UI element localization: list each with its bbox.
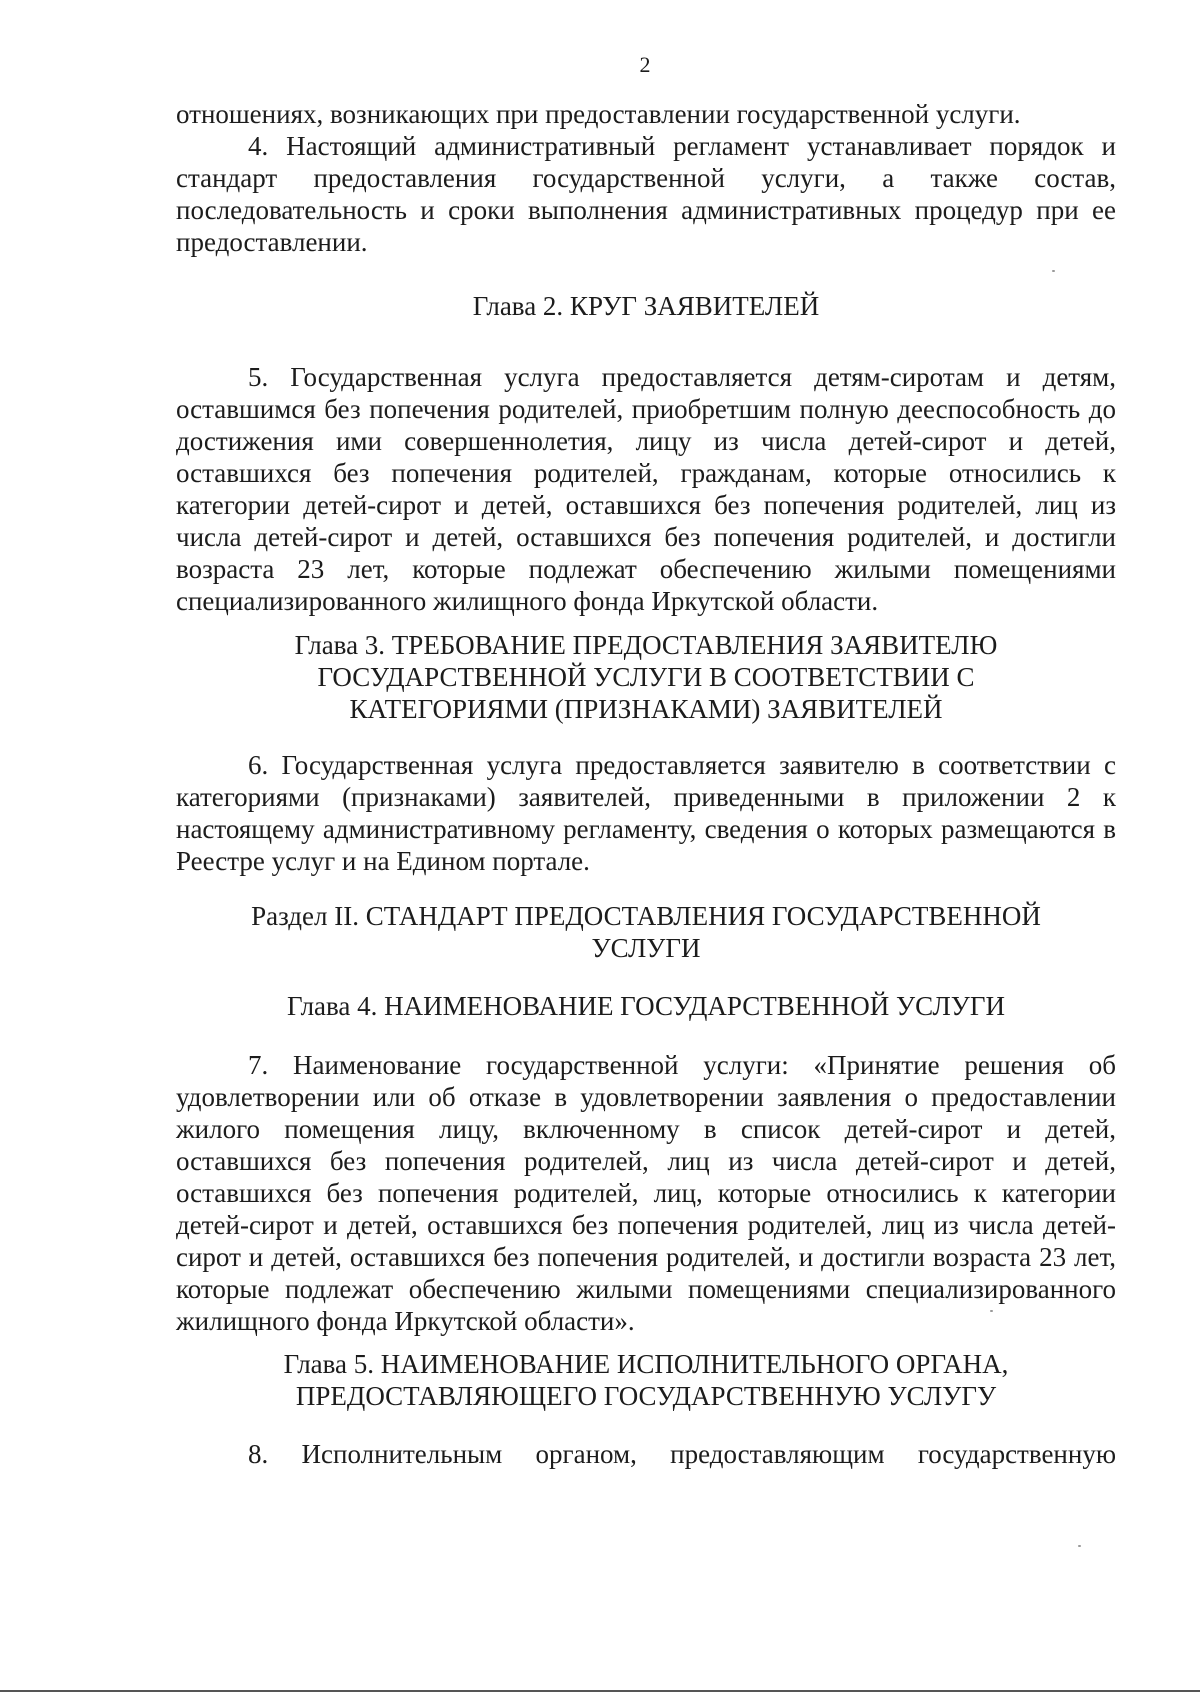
page-number: 2 (639, 52, 651, 77)
chapter-5-heading-line-1: Глава 5. НАИМЕНОВАНИЕ ИСПОЛНИТЕЛЬНОГО ОРГАНА, (283, 1349, 1009, 1379)
paragraph-8-start: 8. Исполнительным органом, предоставляющим государственную (248, 1439, 1116, 1469)
paragraph-5: 5. Государственная услуга предоставляется детям-сиротам и детям, оставшимся без попечения родителей, приобретшим полную дееспособность до достижения ими совершеннолетия, лицу из числа детей-сирот и детей, оставшихся без попечения родителей, гражданам, которые относились к категории детей-сирот и детей, оставшихся без попечения родителей, лиц из числа детей-сирот и детей, оставшихся без попечения родителей, и достигли возраста 23 лет, которые подлежат обеспечению жилыми помещениями специализированного жилищного фонда Иркутской области. (176, 362, 1116, 616)
section-2-heading-line-2: УСЛУГИ (591, 933, 701, 963)
section-2-heading (176, 900, 1116, 964)
chapter-5-heading-line-2: ПРЕДОСТАВЛЯЮЩЕГО ГОСУДАРСТВЕННУЮ УСЛУГУ (295, 1381, 997, 1411)
chapter-4-heading: Глава 4. НАИМЕНОВАНИЕ ГОСУДАРСТВЕННОЙ УСЛУГИ (286, 991, 1005, 1021)
paragraph-4: 4. Настоящий административный регламент устанавливает порядок и стандарт предоставления государственной услуги, а также состав, последовательность и сроки выполнения административных процедур при ее предоставлении. (176, 131, 1116, 257)
scan-bottom-edge (0, 1690, 1200, 1692)
chapter-2-heading: Глава 2. КРУГ ЗАЯВИТЕЛЕЙ (472, 291, 820, 321)
paragraph-7: 7. Наименование государственной услуги: «Принятие решения об удовлетворении или об отказе в удовлетворении заявления о предоставлении жилого помещения лицу, включенному в список детей-сирот и детей, оставшихся без попечения родителей, лиц из числа детей-сирот и детей, оставшихся без попечения родителей, лиц, которые относились к категории детей-сирот и детей, оставшихся без попечения родителей, лиц из числа детей-сирот и детей, оставшихся без попечения родителей, и достигли возраста 23 лет, которые подлежат обеспечению жилыми помещениями специализированного жилищного фонда Иркутской области». (176, 1050, 1116, 1336)
paragraph-continuation: отношениях, возникающих при предоставлении государственной услуги. (176, 99, 1021, 129)
section-2-heading-line-1: Раздел II. СТАНДАРТ ПРЕДОСТАВЛЕНИЯ ГОСУДАРСТВЕННОЙ (251, 901, 1041, 931)
chapter-3-heading-line-1: Глава 3. ТРЕБОВАНИЕ ПРЕДОСТАВЛЕНИЯ ЗАЯВИТЕЛЮ (294, 630, 998, 660)
chapter-3-heading-line-2: ГОСУДАРСТВЕННОЙ УСЛУГИ В СООТВЕТСТВИИ С (317, 662, 975, 692)
chapter-3-heading-line-3: КАТЕГОРИЯМИ (ПРИЗНАКАМИ) ЗАЯВИТЕЛЕЙ (349, 694, 943, 724)
scan-speck (990, 1310, 993, 1312)
scan-speck (1078, 1545, 1081, 1547)
chapter-3-heading (176, 629, 1116, 725)
paragraph-6: 6. Государственная услуга предоставляется заявителю в соответствии с категориями (признаками) заявителей, приведенными в приложении 2 к настоящему административному регламенту, сведения о которых размещаются в Реестре услуг и на Едином портале. (176, 750, 1116, 876)
chapter-5-heading (176, 1348, 1116, 1412)
scan-speck (1052, 270, 1055, 272)
